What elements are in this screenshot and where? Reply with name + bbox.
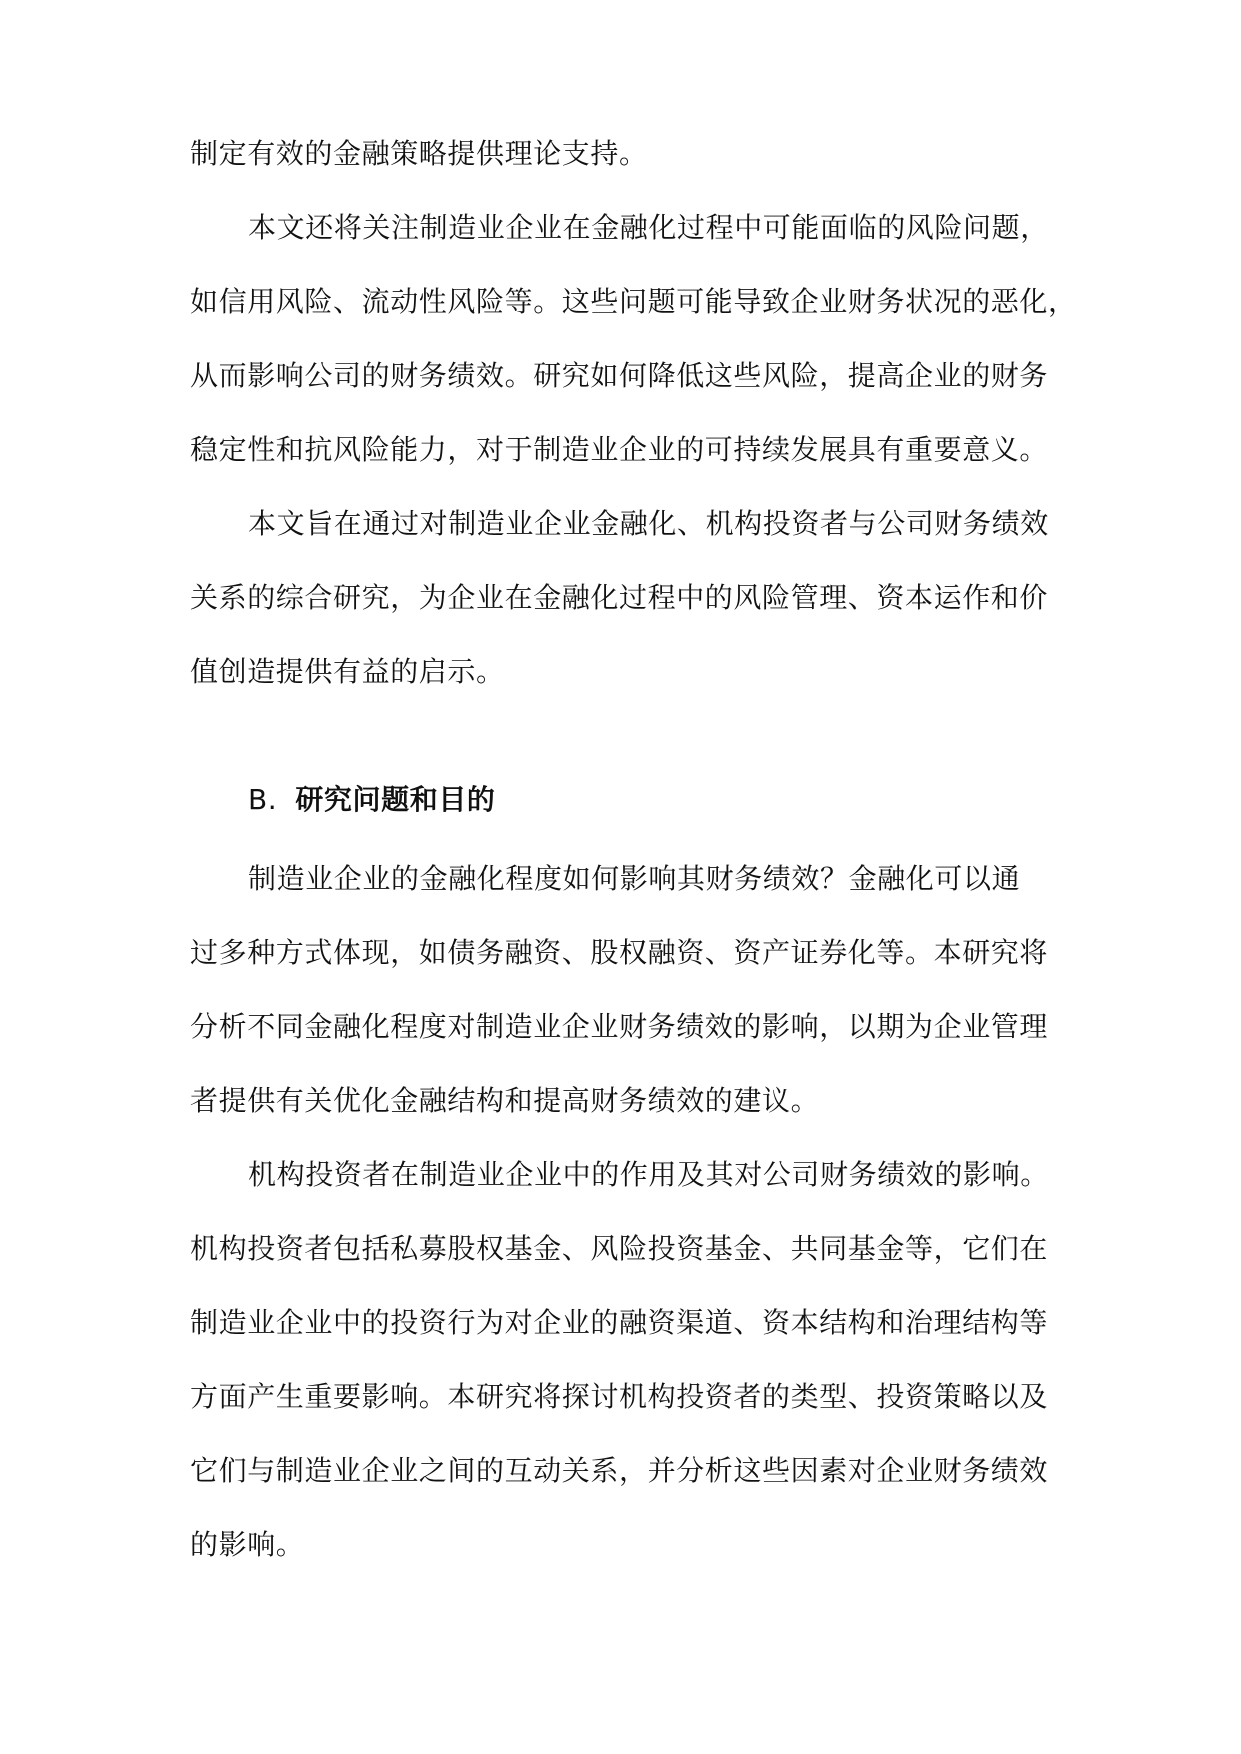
paragraph-line: 本文还将关注制造业企业在金融化过程中可能面临的风险问题， xyxy=(248,211,1049,244)
section-title: 研究问题和目的 xyxy=(295,783,496,816)
paragraph-line: 稳定性和抗风险能力，对于制造业企业的可持续发展具有重要意义。 xyxy=(190,433,1049,466)
paragraph-line: 制造业企业的金融化程度如何影响其财务绩效？金融化可以通 xyxy=(248,862,1021,895)
paragraph-line: 机构投资者在制造业企业中的作用及其对公司财务绩效的影响。 xyxy=(248,1158,1049,1191)
paragraph-line: 它们与制造业企业之间的互动关系，并分析这些因素对企业财务绩效 xyxy=(190,1454,1049,1487)
section-number: B. xyxy=(248,783,278,816)
paragraph-line: 本文旨在通过对制造业企业金融化、机构投资者与公司财务绩效 xyxy=(248,507,1049,540)
paragraph-line: 从而影响公司的财务绩效。研究如何降低这些风险，提高企业的财务 xyxy=(190,359,1049,392)
paragraph-line: 分析不同金融化程度对制造业企业财务绩效的影响，以期为企业管理 xyxy=(190,1010,1049,1043)
body-text-bottom xyxy=(190,842,1060,1582)
paragraph-line: 者提供有关优化金融结构和提高财务绩效的建议。 xyxy=(190,1084,820,1117)
paragraph-line: 制定有效的金融策略提供理论支持。 xyxy=(190,137,648,170)
paragraph-line: 的影响。 xyxy=(190,1528,305,1561)
body-text-top xyxy=(190,117,1077,709)
paragraph-line: 如信用风险、流动性风险等。这些问题可能导致企业财务状况的恶化， xyxy=(190,285,1077,318)
paragraph-line: 关系的综合研究，为企业在金融化过程中的风险管理、资本运作和价 xyxy=(190,581,1049,614)
paragraph-line: 制造业企业中的投资行为对企业的融资渠道、资本结构和治理结构等 xyxy=(190,1306,1049,1339)
paragraph-line: 机构投资者包括私募股权基金、风险投资基金、共同基金等，它们在 xyxy=(190,1232,1049,1265)
paragraph-line: 过多种方式体现，如债务融资、股权融资、资产证券化等。本研究将 xyxy=(190,936,1049,969)
paragraph-line: 方面产生重要影响。本研究将探讨机构投资者的类型、投资策略以及 xyxy=(190,1380,1049,1413)
paragraph-line: 值创造提供有益的启示。 xyxy=(190,655,505,688)
section-heading xyxy=(248,780,496,820)
